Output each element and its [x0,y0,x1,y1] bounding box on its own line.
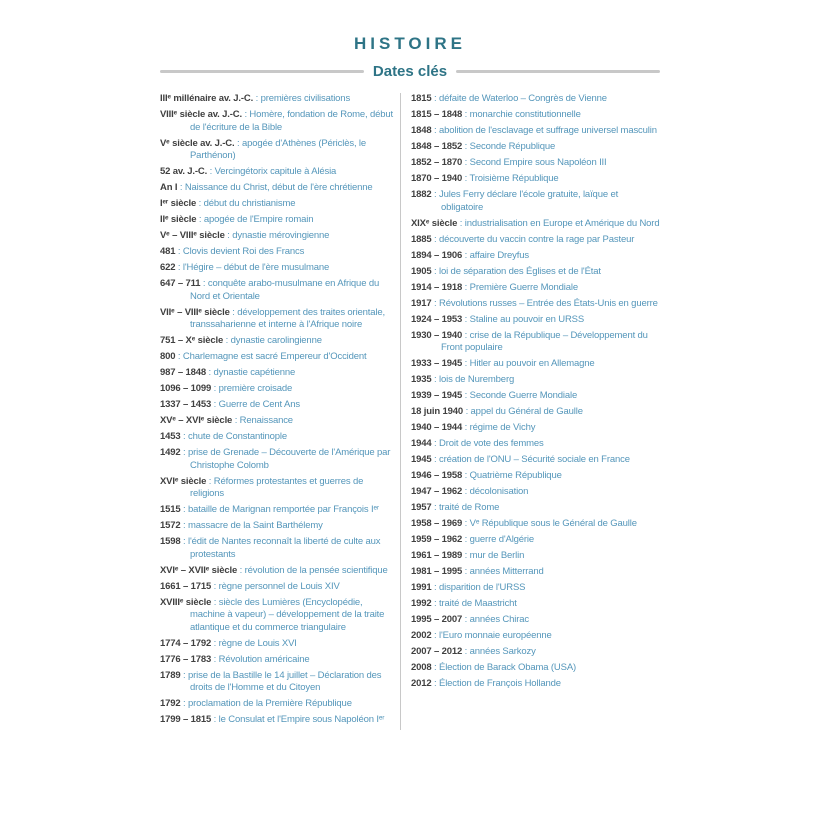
timeline-entry [160,504,395,517]
entry-description: révolution de la pensée scientifique [244,564,388,576]
entry-date: 1935 [411,374,432,385]
entry-separator: : [206,367,214,378]
entry-date: 987 – 1848 [160,367,207,378]
entry-separator: : [175,246,183,257]
entry-description: affaire Dreyfus [469,249,530,261]
entry-description: défaite de Waterloo – Congrès de Vienne [439,93,607,104]
entry-description: découverte du vaccin contre la rage par Pasteur [439,233,635,245]
entry-description: Hitler au pouvoir en Allemagne [469,358,595,369]
entry-separator: : [431,438,440,449]
entry-separator: : [237,564,245,576]
timeline-entry [411,422,660,435]
entry-description: traité de Maastricht [439,598,517,609]
entry-date: 1515 [160,504,181,515]
entry-separator: : [211,383,219,394]
timeline-entry [160,166,395,179]
timeline-entry [411,534,660,547]
timeline-entry [160,278,395,303]
entry-date: 1957 [411,502,432,513]
entry-separator: : [462,109,470,120]
entry-description: l'Hégire – début de l'ère musulmane [182,262,330,273]
entry-separator: : [175,262,183,273]
entry-description: Troisième République [469,173,559,184]
entry-date: 1815 – 1848 [411,109,463,120]
entry-date: 1940 – 1944 [411,422,463,433]
timeline-entry [411,406,660,419]
entry-date: 1992 [411,598,432,609]
entry-separator: : [180,431,189,442]
entry-separator: : [229,306,238,318]
entry-description: premières civilisations [260,93,351,104]
entry-date: 1885 [411,233,432,245]
entry-date: 622 [160,262,176,273]
entry-date: 1917 [411,297,432,309]
entry-description: chute de Constantinople [188,431,288,442]
entry-description: règne personnel de Louis XIV [218,580,340,592]
entry-date: 18 juin 1940 [411,406,464,417]
entry-date: 1981 – 1995 [411,566,463,577]
timeline-entry [411,614,660,627]
entry-separator: : [196,214,204,225]
timeline-entry [160,138,395,163]
entry-separator: : [462,329,470,341]
entry-description: abolition de l'esclavage et suffrage universel masculin [439,125,657,136]
entry-date: An I [160,182,178,193]
entry-date: 1096 – 1099 [160,383,212,394]
timeline-entry [411,678,660,691]
entry-description: dynastie mérovingienne [232,230,330,241]
entry-date: 751 – Xᵉ siècle [160,335,224,346]
entry-separator: : [462,249,470,261]
timeline-entry [411,157,660,170]
entry-date: 1924 – 1953 [411,313,463,325]
timeline-entry [160,565,395,578]
entry-description: apogée d'Athènes (Périclès, le Parthénon) [190,137,367,161]
entry-description: siècle des Lumières (Encyclopédie, machine à vapeur) – développement de la traite atlantique et du commerce triangulaire [190,596,385,633]
entry-description: Staline au pouvoir en URSS [469,313,585,325]
entry-separator: : [224,230,233,241]
timeline-entry [411,502,660,515]
entry-description: Révolutions russes – Entrée des États-Unis en guerre [439,297,658,309]
entry-date: 481 [160,246,176,257]
entry-description: Quatrième République [469,470,562,481]
timeline-entry [160,581,395,594]
entry-description: l'édit de Nantes reconnaît la liberté de culte aux protestants [188,536,381,560]
entry-date: 1852 – 1870 [411,157,463,168]
timeline-entry [411,173,660,186]
entry-separator: : [180,447,189,458]
entry-description: apogée de l'Empire romain [203,214,314,225]
timeline-entry [411,330,660,355]
timeline-entry [160,214,395,227]
entry-separator: : [431,265,440,277]
timeline-entry [160,476,395,501]
entry-date: 1958 – 1969 [411,518,463,529]
timeline-entry [160,109,395,134]
entry-date: 647 – 711 [160,278,201,289]
entry-separator: : [431,297,440,309]
entry-description: Seconde Guerre Mondiale [469,390,578,401]
entry-date: 1947 – 1962 [411,486,463,497]
entry-separator: : [211,714,219,725]
entry-separator: : [211,596,219,608]
entry-date: 1774 – 1792 [160,637,212,649]
timeline-entry [160,520,395,533]
timeline-entry [160,597,395,635]
entry-date: 1946 – 1958 [411,470,463,481]
timeline-entry [160,383,395,396]
timeline-entry [160,307,395,332]
timeline-column-left [160,93,400,730]
entry-separator: : [253,93,261,104]
entry-description: années Sarkozy [469,646,536,657]
timeline-columns [160,93,660,730]
entry-date: 1815 [411,93,432,104]
entry-date: 1453 [160,431,181,442]
entry-description: première croisade [218,383,293,394]
entry-separator: : [234,137,242,149]
entry-separator: : [462,390,470,401]
entry-separator: : [462,313,470,325]
entry-date: 1933 – 1945 [411,358,463,369]
entry-separator: : [180,536,189,547]
entry-date: 1598 [160,536,181,547]
entry-description: proclamation de la Première République [188,698,352,709]
entry-description: Renaissance [239,415,293,426]
timeline-entry [160,536,395,561]
entry-description: traité de Rome [439,502,500,513]
entry-separator: : [431,189,440,200]
entry-date: Vᵉ – VIIIᵉ siècle [160,230,225,241]
entry-separator: : [200,278,208,289]
timeline-entry [411,218,660,231]
entry-separator: : [462,141,470,152]
entry-description: dynastie carolingienne [230,335,322,346]
entry-description: années Mitterrand [469,566,544,577]
timeline-entry [411,250,660,263]
timeline-entry [160,198,395,211]
entry-description: massacre de la Saint Barthélemy [188,520,323,531]
entry-date: 1945 [411,454,432,465]
entry-separator: : [431,233,440,245]
entry-date: 1882 [411,189,432,200]
entry-separator: : [207,166,215,177]
timeline-entry [160,638,395,651]
entry-separator: : [462,470,470,481]
entry-separator: : [431,582,440,593]
entry-description: régime de Vichy [469,422,536,433]
entry-separator: : [431,630,440,641]
timeline-entry [160,654,395,667]
entry-separator: : [211,399,219,410]
entry-description: dynastie capétienne [213,367,296,378]
timeline-entry [411,189,660,214]
entry-date: 1944 [411,438,432,449]
timeline-entry [411,566,660,579]
entry-date: 52 av. J.-C. [160,166,208,177]
timeline-entry [160,351,395,364]
timeline-entry [160,262,395,275]
entry-date: VIIIᵉ siècle av. J.-C. [160,109,242,120]
entry-description: Charlemagne est sacré Empereur d'Occident [182,351,367,362]
timeline-entry [160,714,395,727]
entry-description: Première Guerre Mondiale [469,281,578,293]
timeline-entry [411,630,660,643]
entry-description: bataille de Marignan remportée par François Iᵉʳ [188,504,379,515]
entry-date: 1572 [160,520,181,531]
entry-date: 2007 – 2012 [411,646,463,657]
entry-separator: : [462,422,470,433]
history-dates-page [160,34,660,730]
entry-separator: : [431,502,440,513]
entry-description: monarchie constitutionnelle [469,109,581,120]
timeline-entry [160,447,395,472]
entry-date: 1792 [160,698,181,709]
entry-separator: : [180,669,189,681]
entry-separator: : [431,678,440,689]
timeline-column-right [400,93,660,730]
entry-separator: : [223,335,231,346]
timeline-entry [411,234,660,247]
entry-separator: : [211,637,219,649]
entry-separator: : [462,173,470,184]
timeline-entry [411,298,660,311]
entry-date: 1789 [160,669,181,681]
entry-description: Élection de François Hollande [439,678,561,689]
entry-description: Guerre de Cent Ans [218,399,300,410]
timeline-entry [160,670,395,695]
timeline-entry [411,374,660,387]
timeline-entry [160,367,395,380]
timeline-entry [411,266,660,279]
entry-separator: : [463,406,471,417]
entry-description: Vᵉ République sous le Général de Gaulle [469,518,637,529]
entry-date: 1939 – 1945 [411,390,463,401]
entry-separator: : [462,358,470,369]
entry-date: XVᵉ – XVIᵉ siècle [160,415,233,426]
entry-description: Droit de vote des femmes [439,438,544,449]
entry-description: Seconde République [469,141,556,152]
entry-date: 1776 – 1783 [160,653,212,665]
timeline-entry [411,598,660,611]
timeline-entry [160,93,395,106]
entry-separator: : [206,475,214,487]
entry-date: XVIᵉ siècle [160,475,207,487]
entry-description: le Consulat et l'Empire sous Napoléon Iᵉʳ [218,714,385,725]
entry-description: Élection de Barack Obama (USA) [439,662,577,673]
entry-description: décolonisation [469,486,529,497]
timeline-entry [411,314,660,327]
entry-date: XVIIIᵉ siècle [160,596,212,608]
entry-date: 1848 [411,125,432,136]
entry-separator: : [232,415,240,426]
entry-description: guerre d'Algérie [469,534,535,545]
entry-separator: : [462,646,470,657]
entry-description: Vercingétorix capitule à Alésia [214,166,337,177]
page-title: HISTOIRE [354,34,466,53]
entry-date: 1905 [411,265,432,277]
entry-separator: : [180,698,189,709]
entry-separator: : [431,93,440,104]
entry-date: IIᵉ siècle [160,214,197,225]
entry-description: création de l'ONU – Sécurité sociale en France [439,454,630,465]
entry-description: prise de la Bastille le 14 juillet – Déclaration des droits de l'Homme et du Citoyen [188,669,382,693]
entry-separator: : [180,504,189,515]
entry-description: début du christianisme [203,198,296,209]
entry-description: années Chirac [469,614,529,625]
entry-separator: : [431,662,440,673]
timeline-entry [411,454,660,467]
entry-description: industrialisation en Europe et Amérique du Nord [464,217,660,229]
timeline-entry [411,486,660,499]
entry-description: l'Euro monnaie européenne [439,630,552,641]
timeline-entry [411,470,660,483]
entry-description: Clovis devient Roi des Francs [182,246,305,257]
entry-separator: : [431,125,440,136]
entry-separator: : [457,217,465,229]
subtitle-row [160,63,660,80]
entry-date: XVIᵉ – XVIIᵉ siècle [160,564,238,576]
entry-separator: : [462,550,470,561]
timeline-entry [160,335,395,348]
entry-date: Iᵉʳ siècle [160,198,197,209]
entry-date: 2012 [411,678,432,689]
entry-separator: : [462,518,470,529]
entry-separator: : [462,566,470,577]
entry-date: 1661 – 1715 [160,580,212,592]
entry-separator: : [431,374,440,385]
timeline-entry [160,246,395,259]
entry-description: Jules Ferry déclare l'école gratuite, laïque et obligatoire [439,189,619,213]
timeline-entry [411,646,660,659]
entry-date: 800 [160,351,176,362]
entry-description: loi de séparation des Églises et de l'État [439,265,601,277]
entry-separator: : [175,351,183,362]
entry-date: XIXᵉ siècle [411,217,458,229]
timeline-entry [411,518,660,531]
entry-date: IIIᵉ millénaire av. J.-C. [160,93,254,104]
entry-description: Second Empire sous Napoléon III [469,157,607,168]
entry-separator: : [180,520,189,531]
entry-separator: : [462,157,470,168]
entry-separator: : [462,281,470,293]
entry-description: développement des traites orientale, transsaharienne et interne à l'Afrique noire [190,306,386,330]
entry-separator: : [431,598,440,609]
timeline-entry [411,109,660,122]
entry-description: mur de Berlin [469,550,525,561]
timeline-entry [411,550,660,563]
entry-separator: : [431,454,440,465]
entry-separator: : [211,580,219,592]
timeline-entry [411,438,660,451]
entry-date: 1894 – 1906 [411,249,463,261]
timeline-entry [160,698,395,711]
timeline-entry [411,141,660,154]
timeline-entry [411,390,660,403]
entry-date: VIIᵉ – VIIIᵉ siècle [160,306,230,318]
timeline-entry [160,182,395,195]
entry-date: 1914 – 1918 [411,281,463,293]
timeline-entry [411,582,660,595]
entry-separator: : [177,182,185,193]
entry-date: 1492 [160,447,181,458]
entry-description: disparition de l'URSS [439,582,526,593]
entry-date: 1930 – 1940 [411,329,463,341]
timeline-entry [411,662,660,675]
entry-description: Naissance du Christ, début de l'ère chrétienne [184,182,373,193]
entry-separator: : [462,534,470,545]
entry-description: lois de Nuremberg [439,374,515,385]
entry-date: 1799 – 1815 [160,714,212,725]
entry-date: 2008 [411,662,432,673]
timeline-entry [411,93,660,106]
entry-date: 1848 – 1852 [411,141,463,152]
entry-description: Révolution américaine [218,653,310,665]
entry-description: Homère, fondation de Rome, début de l'écriture de la Bible [190,109,394,133]
timeline-entry [160,399,395,412]
entry-date: 1337 – 1453 [160,399,212,410]
page-subtitle: Dates clés [372,63,448,80]
timeline-entry [411,125,660,138]
entry-separator: : [196,198,204,209]
entry-description: appel du Général de Gaulle [470,406,583,417]
timeline-entry [160,431,395,444]
entry-description: crise de la République – Développement du Front populaire [441,329,648,353]
entry-date: 1959 – 1962 [411,534,463,545]
entry-separator: : [462,614,470,625]
entry-date: Vᵉ siècle av. J.-C. [160,137,235,149]
right-rule-divider [456,70,660,73]
entry-date: 1995 – 2007 [411,614,463,625]
entry-separator: : [241,109,250,120]
timeline-entry [160,415,395,428]
entry-description: prise de Grenade – Découverte de l'Amérique par Christophe Colomb [188,447,391,471]
entry-date: 1961 – 1989 [411,550,463,561]
entry-description: Réformes protestantes et guerres de religions [190,475,364,499]
left-rule-divider [160,70,364,73]
entry-description: règne de Louis XVI [218,637,297,649]
entry-date: 1870 – 1940 [411,173,463,184]
timeline-entry [411,358,660,371]
timeline-entry [160,230,395,243]
entry-date: 1991 [411,582,432,593]
entry-separator: : [462,486,470,497]
entry-description: conquête arabo-musulmane en Afrique du Nord et Orientale [190,278,380,302]
timeline-entry [411,282,660,295]
entry-separator: : [211,653,219,665]
entry-date: 2002 [411,630,432,641]
